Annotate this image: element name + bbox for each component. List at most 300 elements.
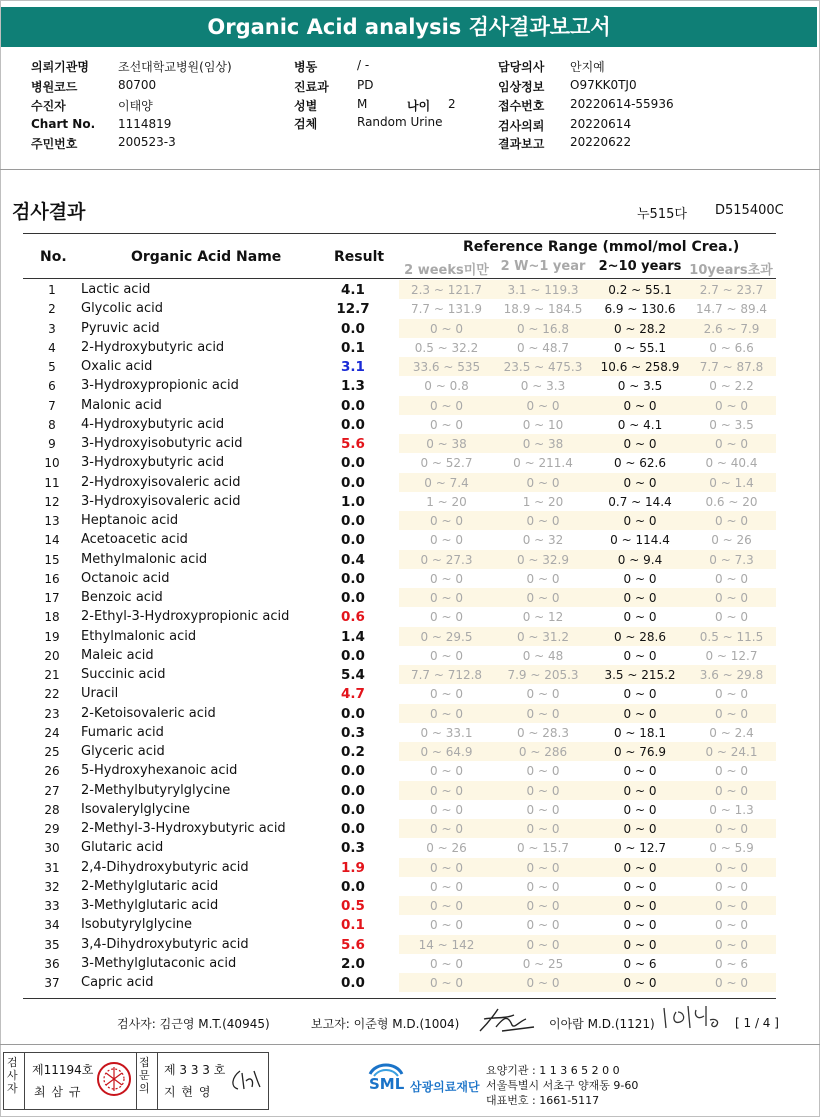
table-row	[23, 338, 776, 357]
license-name-2: 지 현 영	[164, 1085, 212, 1099]
table-row	[23, 838, 776, 857]
result-value: 0.0	[341, 782, 365, 799]
row-number: 32	[44, 879, 60, 894]
table-row	[23, 973, 776, 992]
table-row	[23, 723, 776, 742]
table-row	[23, 800, 776, 819]
ref-2w-1y: 1 ~ 20	[522, 494, 564, 509]
acid-name: 3-Hydroxyisobutyric acid	[81, 436, 243, 451]
ref-2weeks: 0.5 ~ 32.2	[414, 340, 479, 355]
ref-2weeks: 0 ~ 0	[430, 802, 463, 817]
info-value: 2	[448, 97, 456, 111]
table-row	[23, 357, 776, 376]
row-number: 10	[44, 456, 60, 471]
ref-2w-1y: 0 ~ 38	[522, 437, 564, 451]
ref-10y-plus: 3.6 ~ 29.8	[699, 668, 764, 682]
ref-2w-1y: 0 ~ 48.7	[516, 340, 570, 355]
info-label: 검사의뢰	[498, 119, 545, 133]
row-number: 26	[44, 764, 60, 779]
row-number: 13	[44, 514, 60, 528]
ref-2-10y: 0 ~ 0	[623, 802, 657, 817]
ref-2w-1y: 0 ~ 0	[526, 783, 560, 798]
info-value: 안지예	[570, 60, 605, 74]
info-value: 200523-3	[118, 135, 176, 149]
acid-name: 3-Hydroxyisovaleric acid	[81, 493, 241, 509]
result-value: 0.6	[341, 609, 365, 626]
acid-name: 2-Ketoisovaleric acid	[81, 705, 216, 721]
ref-2-10y: 0 ~ 18.1	[613, 725, 667, 740]
ref-2weeks: 7.7 ~ 131.9	[410, 302, 483, 317]
table-row	[23, 761, 776, 780]
col-header-result: Result	[334, 249, 385, 265]
result-value: 0.0	[341, 474, 365, 491]
ref-2w-1y: 3.1 ~ 119.3	[507, 283, 579, 297]
col-header-name: Organic Acid Name	[131, 249, 282, 265]
table-row	[23, 896, 776, 915]
sml-logo-text: SML	[369, 1075, 405, 1093]
row-number: 2	[48, 302, 56, 317]
info-label: 검체	[294, 117, 318, 131]
result-value: 0.0	[341, 397, 365, 414]
table-row	[23, 511, 776, 530]
result-value: 0.3	[341, 724, 365, 741]
acid-name: 4-Hydroxybutyric acid	[81, 416, 225, 432]
row-number: 19	[44, 629, 60, 644]
result-value: 1.3	[341, 378, 365, 395]
ref-10y-plus: 0 ~ 0	[715, 976, 748, 990]
ref-2-10y: 0 ~ 12.7	[613, 841, 667, 856]
result-value: 5.4	[341, 667, 365, 683]
acid-name: 2-Methylbutyrylglycine	[81, 782, 231, 798]
acid-name: Uracil	[81, 686, 119, 702]
license-box	[3, 1052, 269, 1110]
table-header-rule	[23, 278, 776, 279]
table-row	[23, 453, 776, 472]
info-label: 임상정보	[498, 80, 545, 94]
ref-2-10y: 0 ~ 114.4	[610, 533, 670, 548]
ref-10y-plus: 0.5 ~ 11.5	[699, 629, 764, 644]
table-row	[23, 915, 776, 934]
result-value: 0.0	[341, 705, 365, 722]
reporter-handwritten-signature	[474, 1005, 538, 1035]
ref-2-10y: 0.7 ~ 14.4	[608, 494, 672, 509]
ref-2w-1y: 0 ~ 32.9	[516, 552, 570, 567]
row-number: 24	[44, 725, 60, 740]
ref-2weeks: 0 ~ 0	[430, 571, 463, 586]
acid-name: Malonic acid	[81, 397, 162, 413]
ref-2-10y: 0 ~ 0	[623, 687, 657, 702]
acid-name: 3-Hydroxybutyric acid	[81, 455, 225, 471]
age-group-1: 2 weeks미만	[404, 263, 489, 278]
result-value: 0.0	[341, 821, 365, 837]
ref-2weeks: 0 ~ 0	[430, 879, 463, 894]
ref-10y-plus: 0 ~ 0	[715, 514, 748, 528]
row-number: 5	[48, 360, 56, 374]
row-number: 9	[48, 437, 56, 451]
row-number: 28	[44, 802, 60, 817]
ref-10y-plus: 0 ~ 1.4	[709, 475, 754, 490]
acid-name: Ethylmalonic acid	[81, 628, 197, 644]
result-value: 0.0	[341, 455, 365, 472]
ref-2-10y: 0 ~ 76.9	[613, 745, 667, 759]
ref-2-10y: 0 ~ 0	[623, 976, 657, 990]
ref-10y-plus: 0 ~ 0	[715, 437, 748, 451]
row-number: 27	[44, 783, 60, 798]
ref-2weeks: 0 ~ 0	[430, 417, 463, 432]
result-value: 0.0	[341, 801, 365, 818]
info-label: 결과보고	[498, 137, 545, 151]
table-row	[23, 858, 776, 877]
ref-2weeks: 0 ~ 0	[430, 860, 463, 875]
acid-name: Glycolic acid	[81, 301, 163, 317]
age-group-3: 2~10 years	[598, 259, 682, 274]
ref-2-10y: 0 ~ 0	[623, 437, 657, 451]
table-row	[23, 935, 776, 954]
address-line-2: 서울특별시 서초구 양재동 9-60	[486, 1079, 639, 1092]
row-number: 25	[44, 745, 60, 759]
ref-2w-1y: 0 ~ 0	[526, 571, 560, 586]
ref-2weeks: 0 ~ 0	[430, 514, 463, 528]
ref-2-10y: 0 ~ 0	[623, 571, 657, 586]
org-name: 삼광의료재단	[410, 1080, 480, 1094]
ref-10y-plus: 0 ~ 0	[715, 783, 748, 798]
ref-2w-1y: 7.9 ~ 205.3	[507, 668, 579, 682]
ref-2w-1y: 0 ~ 31.2	[516, 629, 570, 644]
row-number: 6	[48, 379, 56, 394]
table-row	[23, 530, 776, 549]
ref-2weeks: 0 ~ 0	[430, 956, 463, 971]
ref-2w-1y: 0 ~ 0	[526, 802, 560, 817]
license-side-label-2: 접문의	[139, 1056, 150, 1095]
ref-2w-1y: 0 ~ 0	[526, 706, 560, 721]
ref-2weeks: 0 ~ 29.5	[420, 629, 473, 644]
row-number: 29	[44, 822, 60, 836]
ref-2weeks: 0 ~ 0	[430, 976, 463, 990]
ref-10y-plus: 0 ~ 12.7	[705, 648, 758, 663]
acid-name: Benzoic acid	[81, 590, 163, 605]
ref-2-10y: 0 ~ 3.5	[617, 379, 663, 394]
ref-10y-plus: 7.7 ~ 87.8	[699, 360, 764, 374]
ref-10y-plus: 0 ~ 7.3	[709, 552, 754, 567]
info-label: 진료과	[294, 80, 329, 94]
acid-name: Capric acid	[81, 975, 154, 990]
report-title: Organic Acid analysis 검사결과보고서	[1, 7, 817, 47]
ref-2w-1y: 0 ~ 286	[518, 745, 568, 759]
row-number: 35	[44, 937, 60, 952]
doctor-signature: 이아람 M.D.(1121)	[549, 1017, 655, 1031]
info-label: 나이	[407, 99, 431, 113]
ref-2-10y: 0 ~ 0	[623, 764, 657, 779]
col-header-reference: Reference Range (mmol/mol Crea.)	[463, 239, 740, 255]
row-number: 31	[44, 860, 60, 875]
ref-2weeks: 0 ~ 0	[430, 648, 463, 663]
result-value: 0.0	[341, 513, 365, 529]
table-row	[23, 473, 776, 492]
ref-2w-1y: 18.9 ~ 184.5	[503, 302, 583, 317]
ref-2-10y: 0 ~ 0	[623, 475, 657, 490]
page-indicator: [ 1 / 4 ]	[735, 1016, 779, 1030]
result-value: 0.0	[341, 416, 365, 433]
ref-2w-1y: 0 ~ 0	[526, 475, 560, 490]
ref-10y-plus: 0 ~ 0	[715, 571, 748, 586]
footer-divider	[0, 1044, 820, 1045]
ref-2weeks: 0 ~ 0	[430, 918, 463, 933]
result-value: 0.0	[341, 532, 365, 549]
ref-2weeks: 0 ~ 7.4	[424, 475, 469, 490]
info-value: PD	[357, 78, 374, 92]
table-top-rule	[23, 233, 776, 234]
table-row	[23, 569, 776, 588]
doctor-handwritten-signature	[660, 1002, 730, 1032]
ref-10y-plus: 2.6 ~ 7.9	[703, 321, 760, 336]
row-number: 7	[48, 398, 56, 413]
row-number: 15	[44, 552, 60, 567]
ref-2-10y: 0 ~ 4.1	[617, 417, 663, 432]
ref-2weeks: 0 ~ 0	[430, 533, 463, 548]
result-value: 1.0	[341, 493, 365, 510]
ref-2w-1y: 0 ~ 48	[522, 648, 564, 663]
acid-name: 2-Methylglutaric acid	[81, 878, 219, 894]
ref-2-10y: 0 ~ 6	[623, 956, 657, 971]
age-group-2: 2 W~1 year	[500, 259, 586, 274]
acid-name: Fumaric acid	[81, 724, 164, 740]
row-number: 12	[44, 494, 60, 509]
table-row	[23, 627, 776, 646]
ref-2weeks: 0 ~ 0.8	[424, 379, 469, 394]
result-value: 0.0	[341, 570, 365, 587]
result-value: 1.4	[341, 628, 365, 645]
result-value: 3.1	[341, 359, 365, 375]
ref-2-10y: 0 ~ 0	[623, 918, 657, 933]
result-value: 5.6	[341, 436, 365, 452]
ref-2weeks: 0 ~ 38	[426, 437, 467, 451]
ref-2weeks: 0 ~ 26	[426, 841, 467, 856]
ref-2-10y: 0 ~ 0	[623, 783, 657, 798]
table-row	[23, 434, 776, 453]
ref-2w-1y: 0 ~ 0	[526, 687, 560, 702]
ref-2-10y: 10.6 ~ 258.9	[600, 360, 680, 374]
ref-2w-1y: 0 ~ 16.8	[516, 321, 570, 336]
address-line-3: 대표번호 : 1661-5117	[486, 1094, 600, 1107]
row-number: 11	[44, 475, 60, 490]
result-value: 0.0	[341, 647, 365, 664]
ref-2weeks: 0 ~ 64.9	[420, 745, 473, 759]
info-label: 담당의사	[498, 60, 545, 74]
ref-10y-plus: 0 ~ 24.1	[705, 745, 758, 759]
ref-2w-1y: 0 ~ 0	[526, 918, 560, 933]
info-label: 수진자	[31, 99, 66, 113]
ref-2w-1y: 0 ~ 0	[526, 860, 560, 875]
ref-2weeks: 0 ~ 52.7	[420, 456, 473, 471]
ref-2-10y: 0 ~ 0	[623, 937, 657, 952]
acid-name: Glyceric acid	[81, 744, 165, 759]
table-row	[23, 607, 776, 626]
ref-2w-1y: 0 ~ 0	[526, 764, 560, 779]
info-value: 20220622	[570, 135, 632, 149]
ref-2w-1y: 0 ~ 0	[526, 976, 560, 990]
row-number: 33	[44, 899, 60, 913]
section-title: 검사결과	[12, 201, 86, 223]
acid-name: Octanoic acid	[81, 570, 170, 586]
ref-2weeks: 0 ~ 0	[430, 398, 463, 413]
result-value: 0.0	[341, 975, 365, 991]
result-value: 0.0	[341, 590, 365, 606]
table-row	[23, 742, 776, 761]
result-value: 0.0	[341, 878, 365, 895]
acid-name: Maleic acid	[81, 647, 154, 663]
divider	[0, 169, 820, 170]
result-value: 4.1	[341, 282, 365, 298]
row-number: 30	[44, 841, 60, 856]
acid-name: 3,4-Dihydroxybutyric acid	[81, 936, 249, 952]
ref-2-10y: 0 ~ 0	[623, 610, 657, 625]
acid-name: 2-Hydroxyisovaleric acid	[81, 474, 241, 490]
result-value: 12.7	[336, 301, 370, 318]
info-value: 20220614-55936	[570, 97, 674, 111]
ref-2weeks: 0 ~ 27.3	[420, 552, 473, 567]
acid-name: Acetoacetic acid	[81, 532, 188, 548]
ref-2weeks: 33.6 ~ 535	[412, 360, 481, 374]
ref-2w-1y: 0 ~ 28.3	[516, 725, 570, 740]
ref-10y-plus: 0 ~ 26	[711, 533, 752, 548]
ref-2-10y: 0 ~ 0	[623, 899, 657, 913]
ref-2w-1y: 0 ~ 0	[526, 899, 560, 913]
license-name-1: 최 삼 규	[34, 1085, 82, 1099]
ref-2-10y: 0 ~ 0	[623, 706, 657, 721]
table-row	[23, 781, 776, 800]
ref-2weeks: 7.7 ~ 712.8	[410, 668, 483, 682]
table-row	[23, 299, 776, 318]
info-label: 의뢰기관명	[31, 60, 89, 74]
info-label: Chart No.	[31, 117, 96, 131]
info-value: Random Urine	[357, 115, 443, 129]
table-row	[23, 877, 776, 896]
ref-10y-plus: 14.7 ~ 89.4	[695, 302, 768, 317]
ref-2weeks: 0 ~ 0	[430, 822, 463, 836]
ref-2-10y: 3.5 ~ 215.2	[604, 668, 676, 682]
row-number: 14	[44, 533, 60, 548]
ref-2w-1y: 0 ~ 211.4	[513, 456, 573, 471]
ref-2weeks: 0 ~ 0	[430, 706, 463, 721]
info-label: 병원코드	[31, 80, 78, 94]
ref-10y-plus: 0 ~ 40.4	[705, 456, 758, 471]
row-number: 18	[44, 610, 60, 625]
result-value: 4.7	[341, 686, 365, 703]
ref-2w-1y: 0 ~ 0	[526, 879, 560, 894]
ref-2-10y: 0 ~ 0	[623, 591, 657, 605]
acid-name: 2,4-Dihydroxybutyric acid	[81, 859, 249, 875]
acid-name: Lactic acid	[81, 282, 151, 297]
ref-10y-plus: 0 ~ 0	[715, 687, 748, 702]
result-value: 1.9	[341, 859, 365, 876]
row-number: 16	[44, 571, 60, 586]
ref-2weeks: 0 ~ 0	[430, 610, 463, 625]
info-value: / -	[357, 58, 370, 72]
examiner-signature: 검사자: 김근영 M.T.(40945)	[117, 1017, 270, 1031]
ref-2w-1y: 0 ~ 10	[522, 417, 564, 432]
acid-name: Succinic acid	[81, 667, 166, 682]
ref-10y-plus: 0 ~ 0	[715, 398, 748, 413]
row-number: 17	[44, 591, 60, 605]
acid-name: Heptanoic acid	[81, 513, 179, 528]
ref-2weeks: 0 ~ 0	[430, 783, 463, 798]
ref-10y-plus: 0 ~ 0	[715, 899, 748, 913]
ref-2w-1y: 0 ~ 25	[522, 956, 564, 971]
ref-2-10y: 6.9 ~ 130.6	[604, 302, 676, 317]
ref-10y-plus: 0 ~ 6.6	[709, 340, 754, 355]
ref-10y-plus: 0 ~ 0	[715, 591, 748, 605]
ref-2w-1y: 0 ~ 0	[526, 822, 560, 836]
acid-name: Isobutyrylglycine	[81, 917, 193, 933]
row-number: 36	[44, 956, 60, 971]
row-number: 4	[48, 340, 56, 355]
ref-2w-1y: 0 ~ 32	[522, 533, 564, 548]
age-group-4: 10years초과	[689, 263, 773, 278]
ref-2-10y: 0 ~ 28.6	[613, 629, 667, 644]
ref-2-10y: 0 ~ 55.1	[613, 340, 667, 355]
ref-10y-plus: 0 ~ 0	[715, 937, 748, 952]
row-number: 34	[44, 918, 60, 933]
acid-name: 3-Methylglutaric acid	[81, 898, 219, 913]
ref-2weeks: 2.3 ~ 121.7	[410, 283, 483, 297]
row-number: 37	[44, 976, 60, 990]
seal-stamp-icon	[96, 1061, 132, 1097]
ref-10y-plus: 2.7 ~ 23.7	[699, 283, 764, 297]
ref-10y-plus: 0 ~ 0	[715, 879, 748, 894]
table-row	[23, 376, 776, 395]
table-row	[23, 684, 776, 703]
ref-10y-plus: 0 ~ 0	[715, 918, 748, 933]
ref-2w-1y: 0 ~ 15.7	[516, 841, 570, 856]
info-label: 성별	[294, 99, 318, 113]
info-label: 접수번호	[498, 99, 545, 113]
ref-2w-1y: 0 ~ 0	[526, 937, 560, 952]
info-value: O97KK0TJ0	[570, 78, 637, 92]
info-value: 이태양	[118, 99, 153, 113]
ref-2weeks: 1 ~ 20	[426, 494, 467, 509]
row-number: 22	[44, 687, 60, 702]
result-value: 0.1	[341, 339, 365, 356]
address-line-1: 요양기관 : 1 1 3 6 5 2 0 0	[486, 1064, 620, 1077]
ref-2w-1y: 0 ~ 3.3	[520, 379, 566, 394]
row-number: 20	[44, 648, 60, 663]
ref-2weeks: 0 ~ 0	[430, 687, 463, 702]
ref-10y-plus: 0 ~ 1.3	[709, 802, 754, 817]
result-value: 0.0	[341, 763, 365, 780]
result-value: 0.1	[341, 917, 365, 934]
acid-name: Pyruvic acid	[81, 320, 160, 336]
acid-name: Isovalerylglycine	[81, 801, 191, 817]
ref-10y-plus: 0 ~ 3.5	[709, 417, 754, 432]
ref-2-10y: 0 ~ 0	[623, 879, 657, 894]
report-code-2: D515400C	[715, 203, 784, 218]
table-row	[23, 665, 776, 684]
col-header-no: No.	[40, 249, 67, 265]
ref-2weeks: 0 ~ 0	[430, 321, 463, 336]
result-value: 0.5	[341, 898, 365, 914]
ref-2w-1y: 0 ~ 0	[526, 591, 560, 605]
license-side-label-1: 검사자	[7, 1056, 18, 1095]
ref-10y-plus: 0 ~ 2.4	[709, 725, 754, 740]
result-value: 0.3	[341, 840, 365, 857]
ref-10y-plus: 0 ~ 5.9	[709, 841, 754, 856]
row-number: 1	[48, 283, 56, 297]
ref-2w-1y: 23.5 ~ 475.3	[503, 360, 583, 374]
info-label: 병동	[294, 60, 318, 74]
table-row	[23, 588, 776, 607]
license-number-2: 제 3 3 3 호	[164, 1063, 226, 1077]
ref-2-10y: 0 ~ 0	[623, 648, 657, 663]
